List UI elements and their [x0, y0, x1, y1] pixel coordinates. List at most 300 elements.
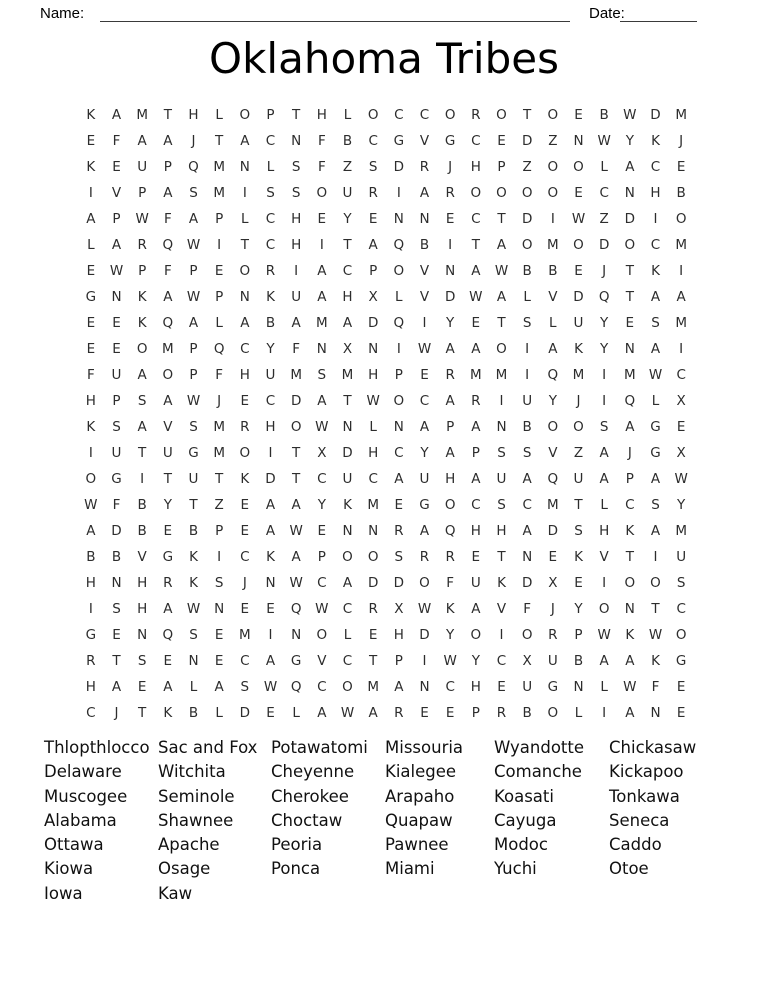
- grid-cell: J: [627, 445, 632, 462]
- grid-cell: R: [548, 627, 558, 644]
- grid-cell: W: [597, 627, 611, 644]
- grid-cell: L: [343, 627, 352, 644]
- grid-cell: A: [291, 497, 301, 514]
- grid-cell: D: [239, 705, 251, 722]
- grid-cell: F: [86, 367, 95, 384]
- grid-cell: E: [317, 211, 327, 228]
- grid-cell: U: [342, 185, 353, 202]
- grid-cell: T: [523, 107, 532, 124]
- grid-cell: L: [292, 705, 300, 722]
- grid-cell: S: [137, 393, 147, 410]
- grid-cell: A: [445, 393, 455, 410]
- grid-cell: Y: [266, 341, 275, 358]
- grid-cell: O: [239, 445, 251, 462]
- grid-cell: B: [86, 549, 96, 566]
- grid-cell: H: [470, 679, 481, 696]
- grid-cell: K: [651, 133, 660, 150]
- grid-cell: E: [112, 341, 121, 358]
- grid-cell: I: [140, 471, 145, 488]
- grid-cell: E: [86, 133, 96, 150]
- date-label: Date:: [589, 5, 625, 22]
- grid-cell: A: [496, 289, 507, 306]
- grid-cell: C: [471, 497, 481, 514]
- grid-cell: U: [162, 445, 173, 462]
- grid-cell: S: [189, 185, 198, 202]
- grid-cell: V: [496, 601, 507, 618]
- grid-cell: X: [317, 445, 327, 462]
- grid-cell: D: [444, 289, 456, 306]
- grid-cell: O: [521, 185, 533, 202]
- grid-cell: U: [291, 289, 302, 306]
- grid-cell: A: [163, 133, 173, 150]
- grid-cell: R: [445, 185, 455, 202]
- grid-cell: S: [189, 627, 198, 644]
- grid-cell: A: [163, 185, 173, 202]
- grid-cell: W: [109, 263, 124, 280]
- grid-cell: K: [651, 263, 660, 280]
- grid-cell: G: [650, 445, 661, 462]
- grid-cell: C: [265, 237, 276, 254]
- grid-cell: W: [417, 601, 432, 618]
- grid-cell: K: [240, 471, 250, 488]
- grid-cell: I: [679, 263, 684, 280]
- word-list-item: Wyandotte: [494, 738, 585, 757]
- grid-cell: T: [138, 445, 147, 462]
- grid-cell: H: [650, 185, 661, 202]
- grid-cell: Y: [600, 341, 609, 358]
- grid-cell: U: [573, 471, 584, 488]
- grid-cell: J: [191, 133, 196, 150]
- grid-cell: D: [111, 523, 122, 540]
- grid-cell: L: [369, 419, 377, 436]
- grid-cell: W: [469, 289, 483, 306]
- grid-cell: H: [368, 445, 379, 462]
- grid-cell: J: [114, 705, 119, 722]
- word-list-item: Seneca: [609, 810, 670, 830]
- grid-cell: G: [162, 549, 174, 566]
- grid-cell: S: [574, 523, 583, 540]
- grid-cell: N: [188, 653, 199, 670]
- grid-cell: E: [240, 497, 250, 514]
- grid-cell: I: [602, 705, 607, 722]
- grid-cell: S: [291, 185, 301, 202]
- word-list-item: Quapaw: [385, 810, 453, 830]
- grid-cell: A: [650, 341, 661, 358]
- grid-cell: A: [599, 471, 609, 488]
- grid-cell: L: [266, 159, 275, 176]
- grid-cell: O: [496, 341, 507, 358]
- grid-cell: K: [86, 159, 96, 176]
- grid-cell: L: [343, 107, 352, 124]
- grid-cell: O: [444, 497, 456, 514]
- grid-cell: J: [576, 393, 581, 410]
- grid-cell: L: [574, 705, 583, 722]
- grid-cell: O: [419, 575, 430, 592]
- grid-cell: P: [446, 419, 455, 436]
- grid-cell: F: [215, 367, 224, 384]
- grid-cell: M: [367, 497, 379, 514]
- grid-cell: I: [525, 367, 530, 384]
- grid-cell: W: [263, 679, 278, 696]
- grid-cell: I: [396, 185, 401, 202]
- grid-cell: O: [675, 627, 687, 644]
- grid-cell: N: [624, 185, 635, 202]
- grid-cell: T: [292, 107, 301, 124]
- grid-cell: R: [394, 705, 404, 722]
- word-list-item: Chickasaw: [609, 738, 697, 757]
- grid-cell: B: [137, 497, 147, 514]
- grid-cell: T: [625, 549, 634, 566]
- grid-cell: O: [85, 471, 97, 488]
- grid-cell: P: [471, 705, 480, 722]
- grid-cell: H: [137, 601, 148, 618]
- grid-cell: B: [137, 523, 147, 540]
- grid-cell: H: [85, 679, 96, 696]
- grid-cell: M: [546, 497, 559, 514]
- word-list-item: Potawatomi: [271, 738, 368, 757]
- grid-cell: O: [521, 237, 533, 254]
- grid-cell: N: [419, 211, 430, 228]
- grid-cell: O: [342, 679, 353, 696]
- grid-cell: I: [499, 393, 504, 410]
- grid-cell: N: [573, 679, 584, 696]
- grid-cell: W: [186, 237, 201, 254]
- grid-cell: O: [547, 705, 559, 722]
- grid-cell: O: [367, 107, 379, 124]
- grid-cell: O: [444, 107, 456, 124]
- grid-cell: X: [394, 601, 404, 618]
- grid-cell: U: [547, 653, 558, 670]
- word-list-item: Muscogee: [44, 786, 128, 806]
- grid-cell: A: [599, 653, 609, 670]
- grid-cell: A: [599, 445, 609, 462]
- grid-cell: H: [470, 159, 481, 176]
- grid-cell: Z: [214, 497, 224, 514]
- grid-cell: A: [317, 289, 327, 306]
- grid-cell: N: [496, 419, 507, 436]
- word-list-item: Ottawa: [44, 835, 104, 855]
- grid-cell: C: [368, 133, 378, 150]
- grid-cell: M: [213, 159, 225, 176]
- grid-cell: C: [394, 445, 404, 462]
- grid-cell: F: [112, 133, 121, 150]
- grid-cell: N: [368, 341, 379, 358]
- grid-cell: O: [393, 393, 405, 410]
- grid-cell: F: [292, 341, 301, 358]
- grid-cell: P: [215, 523, 224, 540]
- grid-cell: A: [522, 471, 532, 488]
- grid-cell: A: [419, 523, 430, 540]
- word-list-item: Sac and Fox: [158, 738, 258, 757]
- grid-cell: Z: [573, 445, 584, 462]
- word-list-item: Apache: [158, 835, 220, 855]
- grid-cell: T: [292, 445, 301, 462]
- grid-cell: C: [240, 549, 250, 566]
- grid-cell: O: [316, 627, 328, 644]
- grid-cell: B: [111, 549, 122, 566]
- grid-cell: N: [445, 263, 456, 280]
- grid-cell: I: [242, 185, 247, 202]
- grid-cell: T: [138, 705, 147, 722]
- grid-cell: L: [189, 679, 198, 696]
- grid-cell: L: [549, 315, 557, 332]
- grid-cell: E: [240, 393, 250, 410]
- grid-cell: U: [419, 471, 430, 488]
- grid-cell: N: [291, 133, 302, 150]
- grid-cell: N: [650, 705, 661, 722]
- grid-cell: N: [239, 289, 250, 306]
- grid-cell: I: [653, 549, 658, 566]
- grid-cell: Z: [342, 159, 353, 176]
- grid-cell: P: [369, 263, 378, 280]
- word-list-column: [385, 736, 463, 882]
- grid-cell: O: [650, 575, 661, 592]
- grid-cell: M: [675, 107, 687, 124]
- grid-cell: K: [574, 341, 583, 358]
- grid-cell: A: [368, 237, 378, 254]
- grid-cell: G: [290, 653, 302, 670]
- grid-cell: A: [86, 211, 96, 228]
- grid-cell: P: [497, 159, 506, 176]
- grid-cell: K: [574, 549, 583, 566]
- grid-cell: R: [265, 263, 276, 280]
- grid-cell: I: [499, 627, 504, 644]
- grid-cell: K: [189, 575, 198, 592]
- grid-cell: A: [111, 237, 122, 254]
- grid-cell: W: [366, 393, 380, 410]
- grid-cell: V: [548, 445, 558, 462]
- grid-cell: C: [86, 705, 96, 722]
- grid-cell: I: [217, 237, 222, 254]
- grid-cell: L: [600, 159, 608, 176]
- grid-cell: D: [367, 315, 379, 332]
- word-list-item: Modoc: [494, 835, 548, 855]
- grid-cell: P: [471, 445, 480, 462]
- grid-cell: M: [572, 367, 585, 384]
- grid-cell: E: [394, 497, 404, 514]
- grid-cell: D: [547, 523, 559, 540]
- grid-cell: I: [422, 653, 427, 670]
- grid-cell: N: [111, 575, 122, 592]
- grid-cell: O: [496, 107, 507, 124]
- grid-cell: T: [189, 497, 198, 514]
- word-list-column: [609, 736, 696, 882]
- grid-cell: T: [163, 107, 172, 124]
- grid-cell: E: [445, 705, 455, 722]
- grid-cell: P: [138, 185, 147, 202]
- grid-cell: L: [600, 679, 608, 696]
- grid-cell: O: [573, 419, 584, 436]
- word-list-item: Seminole: [158, 786, 235, 806]
- grid-cell: M: [213, 419, 225, 436]
- grid-cell: E: [240, 523, 250, 540]
- word-list-item: Witchita: [158, 762, 226, 782]
- grid-cell: I: [602, 575, 607, 592]
- grid-cell: D: [393, 159, 405, 176]
- grid-cell: O: [162, 367, 174, 384]
- grid-cell: Y: [343, 211, 352, 228]
- grid-cell: S: [368, 159, 378, 176]
- grid-cell: O: [367, 549, 379, 566]
- grid-cell: L: [215, 107, 223, 124]
- grid-cell: Q: [547, 471, 559, 488]
- grid-cell: M: [546, 237, 559, 254]
- grid-cell: C: [599, 185, 609, 202]
- grid-cell: U: [573, 315, 584, 332]
- grid-cell: T: [240, 237, 249, 254]
- grid-cell: U: [470, 575, 481, 592]
- grid-cell: D: [521, 133, 533, 150]
- grid-cell: W: [494, 263, 509, 280]
- grid-cell: A: [265, 523, 276, 540]
- grid-cell: D: [419, 627, 430, 644]
- grid-cell: S: [137, 653, 147, 670]
- grid-cell: C: [265, 133, 276, 150]
- grid-cell: M: [213, 185, 225, 202]
- grid-cell: E: [471, 549, 481, 566]
- grid-cell: L: [600, 497, 608, 514]
- word-list-item: Arapaho: [385, 786, 455, 806]
- word-list-column: [494, 736, 584, 882]
- grid-cell: A: [471, 341, 481, 358]
- grid-cell: H: [137, 575, 148, 592]
- grid-cell: I: [88, 601, 93, 618]
- grid-cell: K: [497, 575, 506, 592]
- grid-cell: S: [112, 419, 121, 436]
- grid-cell: U: [342, 471, 353, 488]
- grid-cell: C: [625, 497, 635, 514]
- grid-cell: D: [624, 211, 636, 228]
- grid-cell: I: [422, 315, 427, 332]
- grid-cell: D: [367, 575, 379, 592]
- grid-cell: V: [419, 289, 430, 306]
- grid-cell: R: [471, 393, 481, 410]
- word-list-item: Delaware: [44, 762, 122, 782]
- grid-cell: S: [240, 679, 250, 696]
- grid-cell: Q: [598, 289, 610, 306]
- word-list-item: Kaw: [158, 883, 193, 903]
- grid-cell: R: [471, 107, 481, 124]
- grid-cell: R: [368, 601, 378, 618]
- word-list-item: Missouria: [385, 738, 464, 757]
- grid-cell: O: [290, 419, 302, 436]
- grid-cell: Z: [522, 159, 532, 176]
- grid-cell: F: [112, 497, 121, 514]
- grid-cell: W: [135, 211, 149, 228]
- grid-cell: A: [265, 497, 276, 514]
- grid-cell: A: [265, 653, 276, 670]
- grid-cell: H: [239, 367, 250, 384]
- grid-cell: K: [266, 289, 275, 306]
- grid-cell: Y: [446, 627, 455, 644]
- grid-cell: G: [85, 289, 97, 306]
- grid-cell: B: [599, 107, 609, 124]
- grid-cell: Q: [393, 237, 405, 254]
- grid-cell: M: [290, 367, 302, 384]
- grid-cell: A: [188, 315, 199, 332]
- grid-cell: C: [265, 393, 276, 410]
- grid-cell: A: [163, 289, 173, 306]
- grid-cell: A: [317, 263, 327, 280]
- grid-cell: P: [112, 393, 121, 410]
- grid-cell: L: [215, 315, 223, 332]
- grid-cell: E: [676, 159, 686, 176]
- grid-cell: P: [394, 653, 403, 670]
- grid-cell: O: [521, 627, 533, 644]
- grid-cell: A: [676, 289, 686, 306]
- grid-cell: O: [547, 159, 559, 176]
- word-list-item: Shawnee: [158, 810, 234, 830]
- grid-cell: E: [574, 575, 583, 592]
- grid-cell: C: [419, 393, 430, 410]
- word-list-item: Pawnee: [385, 835, 449, 855]
- grid-cell: A: [342, 575, 353, 592]
- grid-cell: E: [86, 263, 96, 280]
- grid-cell: U: [137, 159, 148, 176]
- grid-cell: O: [239, 107, 251, 124]
- grid-cell: A: [650, 289, 661, 306]
- grid-cell: A: [625, 419, 635, 436]
- grid-cell: W: [597, 133, 611, 150]
- grid-cell: M: [495, 367, 508, 384]
- grid-cell: I: [217, 549, 222, 566]
- grid-cell: M: [238, 627, 251, 644]
- grid-cell: K: [445, 601, 455, 618]
- grid-cell: W: [648, 367, 663, 384]
- grid-cell: R: [86, 653, 96, 670]
- grid-cell: B: [522, 705, 532, 722]
- grid-cell: A: [111, 679, 122, 696]
- grid-cell: N: [137, 627, 148, 644]
- grid-cell: W: [340, 705, 355, 722]
- grid-cell: B: [522, 263, 532, 280]
- grid-cell: U: [188, 471, 199, 488]
- grid-cell: A: [471, 601, 481, 618]
- grid-cell: Y: [446, 315, 455, 332]
- grid-cell: C: [676, 601, 686, 618]
- grid-cell: C: [240, 341, 250, 358]
- grid-cell: Q: [444, 523, 456, 540]
- grid-cell: E: [137, 679, 147, 696]
- grid-cell: W: [315, 601, 329, 618]
- grid-cell: V: [548, 289, 558, 306]
- grid-cell: O: [393, 263, 405, 280]
- grid-cell: E: [86, 341, 96, 358]
- grid-cell: V: [599, 549, 609, 566]
- grid-cell: C: [240, 653, 250, 670]
- grid-cell: F: [163, 211, 172, 228]
- grid-cell: E: [266, 601, 275, 618]
- grid-cell: M: [213, 445, 225, 462]
- grid-cell: A: [163, 393, 173, 410]
- grid-cell: H: [265, 419, 276, 436]
- grid-cell: I: [602, 393, 607, 410]
- grid-cell: N: [342, 523, 353, 540]
- grid-cell: R: [240, 419, 250, 436]
- grid-cell: A: [137, 133, 147, 150]
- grid-cell: O: [547, 185, 559, 202]
- grid-cell: W: [443, 653, 457, 670]
- grid-cell: C: [265, 211, 276, 228]
- grid-cell: R: [419, 549, 430, 566]
- grid-cell: N: [316, 341, 327, 358]
- word-list-item: Miami: [385, 859, 435, 879]
- grid-cell: H: [342, 289, 353, 306]
- grid-cell: I: [268, 627, 273, 644]
- grid-cell: A: [471, 419, 481, 436]
- grid-cell: X: [676, 393, 686, 410]
- grid-cell: D: [290, 393, 302, 410]
